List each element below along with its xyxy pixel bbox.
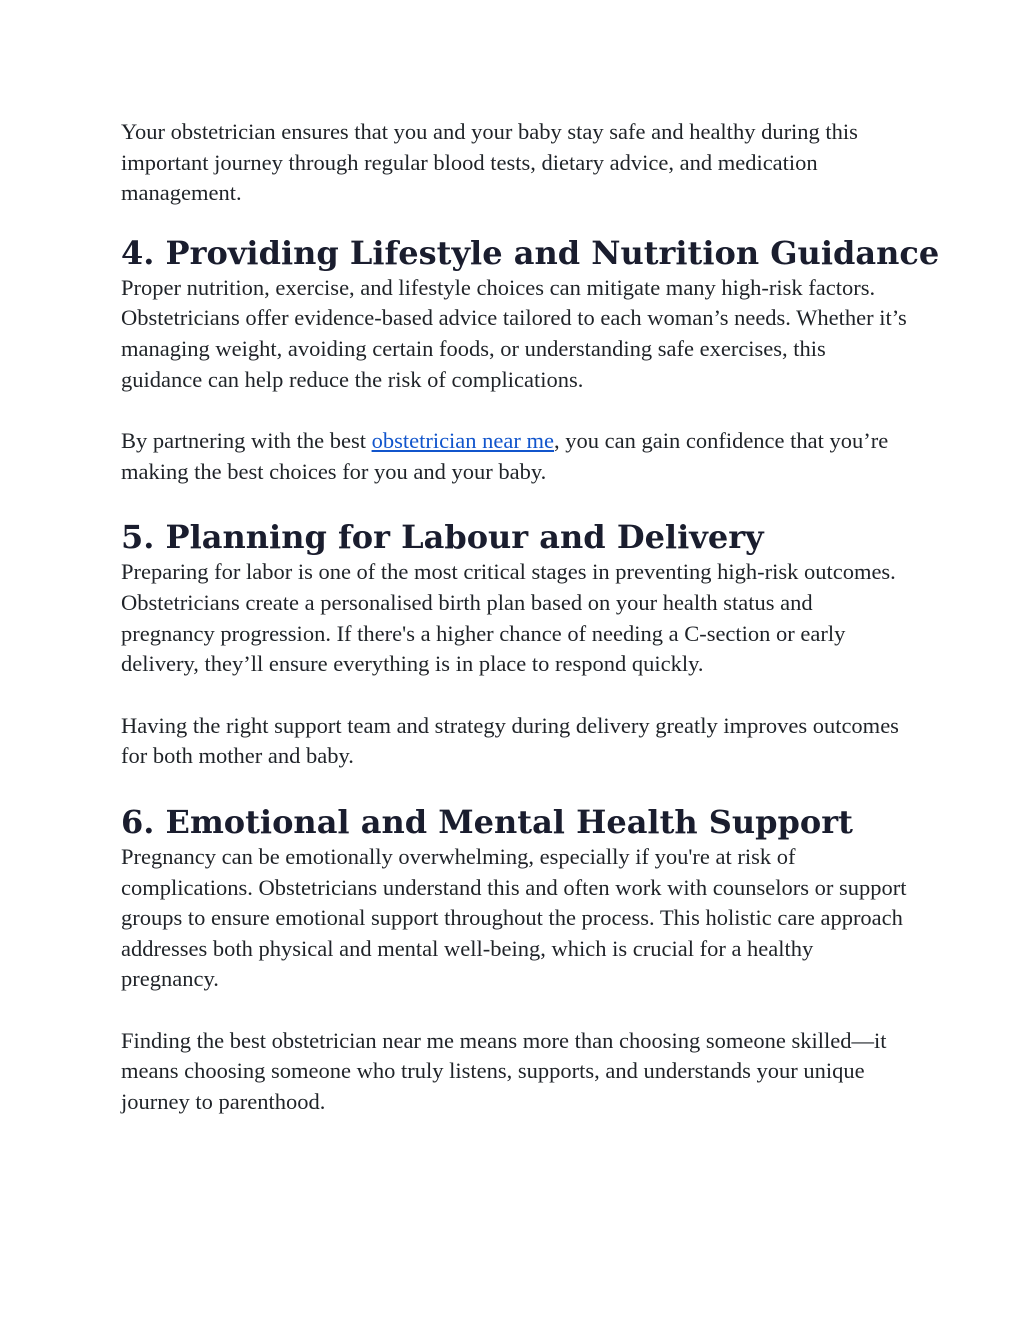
document-page [121,117,940,1118]
section-paragraph: Finding the best obstetrician near me means more than choosing someone skilled—it means choosing someone who truly listens, supports, and understands your unique journey to parenthood. [121,1027,887,1115]
paragraph-text-before-link: By partnering with the best [121,428,372,454]
section-labour-delivery [121,517,911,772]
section-paragraph: Pregnancy can be emotionally overwhelming, especially if you're at risk of complications. Obstetricians understand this and often work with counselors or support groups to ensure emotional support throughout the process. This holistic care approach addresses both physical and mental well-being, which is crucial for a healthy pregnancy. [121,843,907,992]
section-heading: 6. Emotional and Mental Health Support [121,802,853,841]
section-lifestyle-nutrition [121,233,940,488]
section-emotional-mental-health [121,802,911,1118]
section-paragraph: Proper nutrition, exercise, and lifestyle choices can mitigate many high-risk factors. Obstetricians offer evidence-based advice tailored to each woman’s needs. Whether it’s managing weight, avoiding certain foods, or understanding safe exercises, this guidance can help reduce the risk of complications. [121,274,907,392]
intro-paragraph: Your obstetrician ensures that you and your baby stay safe and healthy during this important journey through regular blood tests, dietary advice, and medication management. [121,119,858,206]
paragraph-text-after-link: , you can gain confidence that you’re making the best choices for you and your baby. [121,428,889,484]
section-paragraph: Having the right support team and strategy during delivery greatly improves outcomes for both mother and baby. [121,712,899,769]
section-heading: 4. Providing Lifestyle and Nutrition Guidance [121,233,940,272]
section-paragraph: Preparing for labor is one of the most critical stages in preventing high-risk outcomes. Obstetricians create a personalised birth plan based on your health status and pregnancy progression. If there's a higher chance of needing a C-section or early delivery, they’ll ensure everything is in place to respond quickly. [121,559,896,677]
section-paragraph-with-link [121,426,911,487]
section-heading: 5. Planning for Labour and Delivery [121,518,764,557]
obstetrician-near-me-link[interactable]: obstetrician near me [371,428,554,454]
